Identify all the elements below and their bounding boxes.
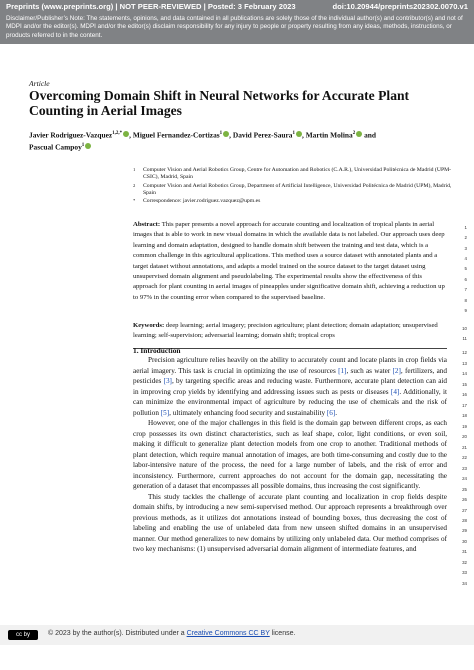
abstract-label: Abstract: — [133, 221, 161, 228]
banner-status-row — [6, 2, 468, 14]
affiliation-text: Computer Vision and Aerial Robotics Group, Centre for Automation and Robotics (C.A.R.), Universidad Politécnica de Madrid (UPM-CSIC), Madrid, Spain — [143, 167, 452, 181]
line-number: 20 — [462, 434, 467, 439]
keywords-text: deep learning; aerial imagery; precision agriculture; plant detection; domain adaptation; unsupervised learning; self-supervision; adversarial learning; domain shift; tropical crops — [133, 322, 438, 340]
orcid-icon[interactable] — [356, 131, 362, 137]
author-name: Pascual Campoy — [29, 142, 82, 152]
intro-text: , fertilizers, and pesticides — [133, 366, 447, 385]
line-number: 12 — [462, 350, 467, 355]
introduction-body — [133, 355, 447, 555]
author-affiliation-mark: 1 — [219, 131, 223, 136]
intro-text: . — [335, 408, 338, 417]
affiliation-item — [133, 198, 453, 205]
affiliation-number: 2 — [133, 182, 136, 188]
license-link[interactable]: Creative Commons CC BY — [186, 630, 270, 637]
section-heading: 1. Introduction — [133, 346, 181, 355]
intro-text: , by targeting specific areas and reducing waste. Furthermore, accurate plant detection can aid in improving crop yields by identifying and addressing issues such as pests or diseases — [133, 377, 448, 396]
intro-paragraph-2: However, one of the major challenges in this field is the domain gap between different crops, as each crop possesses its own distinct characteristics, such as leaf shape, color, light conditions, or even soil, making it difficult to generalize plant detection models from one crop to another. Traditional methods of plant detection, which require manual annotation of images, are both time-consuming and costly due to the labor-intensive nature of the process, the need for a large number of labels, and the risk of error and inconsistency. Furthermore, current approaches do not account for the domain gap, necessitating the generation of a dataset that encompasses all possible domains, thus increasing the cost significantly. — [133, 419, 447, 490]
intro-text: , such as water — [346, 366, 393, 375]
line-number: 28 — [462, 518, 467, 523]
intro-paragraph-1 — [133, 355, 447, 418]
line-number: 19 — [462, 424, 467, 429]
author-affiliation-mark: 2 — [352, 131, 356, 136]
line-number: 21 — [462, 445, 467, 450]
citation-link[interactable]: [4] — [390, 387, 400, 396]
correspondence-text: Correspondence: javier.rodriguez.vazquez@upm.es — [143, 198, 261, 205]
line-number: 11 — [462, 336, 467, 341]
line-number: 17 — [462, 403, 467, 408]
doi-link[interactable]: doi:10.20944/preprints202302.0070.v1 — [332, 2, 468, 11]
affiliations — [133, 167, 453, 206]
line-number: 26 — [462, 497, 467, 502]
line-number: 22 — [462, 455, 467, 460]
line-number: 6 — [464, 277, 467, 282]
line-number: 25 — [462, 487, 467, 492]
citation-link[interactable]: [1] — [338, 366, 347, 375]
citation-link[interactable]: [6] — [326, 408, 336, 417]
intro-text: . Additionally, it can minimize the environmental impact of agriculture by reducing the use of chemicals and the risk of pollution — [133, 387, 447, 417]
affiliation-item — [133, 183, 453, 198]
line-number: 2 — [464, 235, 467, 240]
orcid-icon[interactable] — [223, 131, 229, 137]
affiliation-number: * — [133, 198, 136, 204]
line-number: 27 — [462, 508, 467, 513]
citation-link[interactable]: [3] — [163, 377, 172, 385]
line-number: 8 — [464, 298, 467, 303]
publisher-disclaimer: Disclaimer/Publisher’s Note: The statements, opinions, and data contained in all publications are solely those of the individual author(s) and contributor(s) and not of MDPI and/or the editor(s). MDPI and/or the editor(s) disclaim responsibility for any injury to people or property resulting from any ideas, methods, instructions, or products referred to in the content. — [6, 15, 463, 39]
line-number: 32 — [462, 560, 467, 565]
line-number: 5 — [464, 266, 467, 271]
line-number: 31 — [462, 549, 467, 554]
line-number: 24 — [462, 476, 467, 481]
line-number: 7 — [464, 287, 467, 292]
keywords-label: Keywords: — [133, 322, 165, 329]
paper-title: Overcoming Domain Shift in Neural Networks for Accurate Plant Counting in Aerial Images — [29, 88, 410, 118]
copyright-text: © 2023 by the author(s). Distributed under a — [48, 630, 187, 637]
line-number: 16 — [462, 392, 467, 397]
orcid-icon[interactable] — [296, 131, 302, 137]
line-number: 15 — [462, 382, 467, 387]
line-number: 33 — [462, 570, 467, 575]
line-number: 18 — [462, 413, 467, 418]
author-name: Martin Molina — [305, 130, 353, 140]
preprint-banner — [0, 0, 474, 44]
line-number: 29 — [462, 528, 467, 533]
intro-paragraph-3: This study tackles the challenge of accurate plant counting and localization in crop fields despite domain shifts, by introducing a new semi-supervised method. Our approach represents a breakthrough over previous methods, as it utilizes dot annotations instead of bounding boxes, thus decreasing the cost of labeling and enabling the use of unlabeled data from new unseen shifted domains in an unsupervised manner. Our method generalizes to new domains by utilizing only unlabeled data. Our method comprises of two key mechanisms: (1) unsupervised adversarial domain alignment of intermediate features, and — [133, 492, 447, 553]
article-type-label: Article — [29, 79, 50, 88]
affiliation-number: 1 — [133, 167, 136, 172]
license-footer — [0, 625, 474, 645]
author-name: David Perez-Saura — [232, 130, 293, 140]
copyright-text-end: license. — [269, 630, 296, 637]
cc-by-badge-icon[interactable]: cc by — [8, 630, 38, 640]
citation-link[interactable]: [5] — [160, 408, 170, 417]
intro-text: Precision agriculture relies heavily on the ability to accurately count and locate plants in crop fields via aerial imagery. This task is crucial in optimizing the use of resources — [133, 356, 447, 375]
line-number: 13 — [462, 361, 467, 366]
author-list: Javier Rodriguez-Vazquez$^{1,2,*}$ , Miguel Fernandez-Cortizas$^1$ , David Perez-Saura$^1$ , Martin Molina$^2$ and Pascual Campoy$^1$ — [29, 130, 376, 152]
license-text — [48, 630, 295, 637]
line-number: 1 — [464, 225, 467, 230]
citation-link[interactable]: [2] — [392, 366, 401, 375]
affiliation-text: Computer Vision and Aerial Robotics Group, Department of Artificial Intelligence, Universidad Politécnica de Madrid (UPM), Madrid, Spain — [143, 182, 452, 196]
keywords — [133, 321, 447, 342]
orcid-icon[interactable] — [85, 143, 91, 149]
authors-conjunction: and — [364, 130, 376, 140]
line-number: 34 — [462, 581, 467, 586]
line-number: 10 — [462, 326, 467, 331]
line-number: 3 — [464, 246, 467, 251]
author-name: Javier Rodriguez-Vazquez — [29, 130, 113, 140]
intro-text: , ultimately enhancing food security and sustainability — [169, 408, 327, 417]
line-number: 30 — [462, 539, 467, 544]
banner-status: Preprints (www.preprints.org) | NOT PEER-REVIEWED | Posted: 3 February 2023 — [6, 2, 296, 11]
affiliation-item — [133, 167, 453, 182]
abstract-text: This paper presents a novel approach for accurate counting and localization of tropical plants in aerial images that is able to work in new visual domains in which the available data is not labeled. Our approach uses deep learning and domain adaptation, designed to handle domain shift between the training and test data, which is a common challenge in this agricultural applications. This method uses a source dataset with annotated plants and a target dataset without annotations, and adapts a model trained on the source dataset to the target dataset using unsupervised domain alignment and pseudolabeling. The experimental results show the effectiveness of this approach for plant counting in aerial images of pineapples under significative domain shift, achieving a reduction up to 97% in the counting error when compared to the supervised baseline. — [133, 221, 445, 301]
author-name: Miguel Fernandez-Cortizas — [132, 130, 220, 140]
author-affiliation-mark: 1,2,* — [112, 131, 123, 136]
abstract — [133, 220, 447, 303]
line-number: 4 — [464, 256, 467, 261]
line-number: 23 — [462, 466, 467, 471]
author-affiliation-mark: 1 — [81, 142, 85, 148]
author-affiliation-mark: 1 — [292, 131, 295, 136]
line-number: 14 — [462, 371, 467, 376]
orcid-icon[interactable] — [123, 131, 129, 137]
line-number: 9 — [464, 308, 467, 313]
